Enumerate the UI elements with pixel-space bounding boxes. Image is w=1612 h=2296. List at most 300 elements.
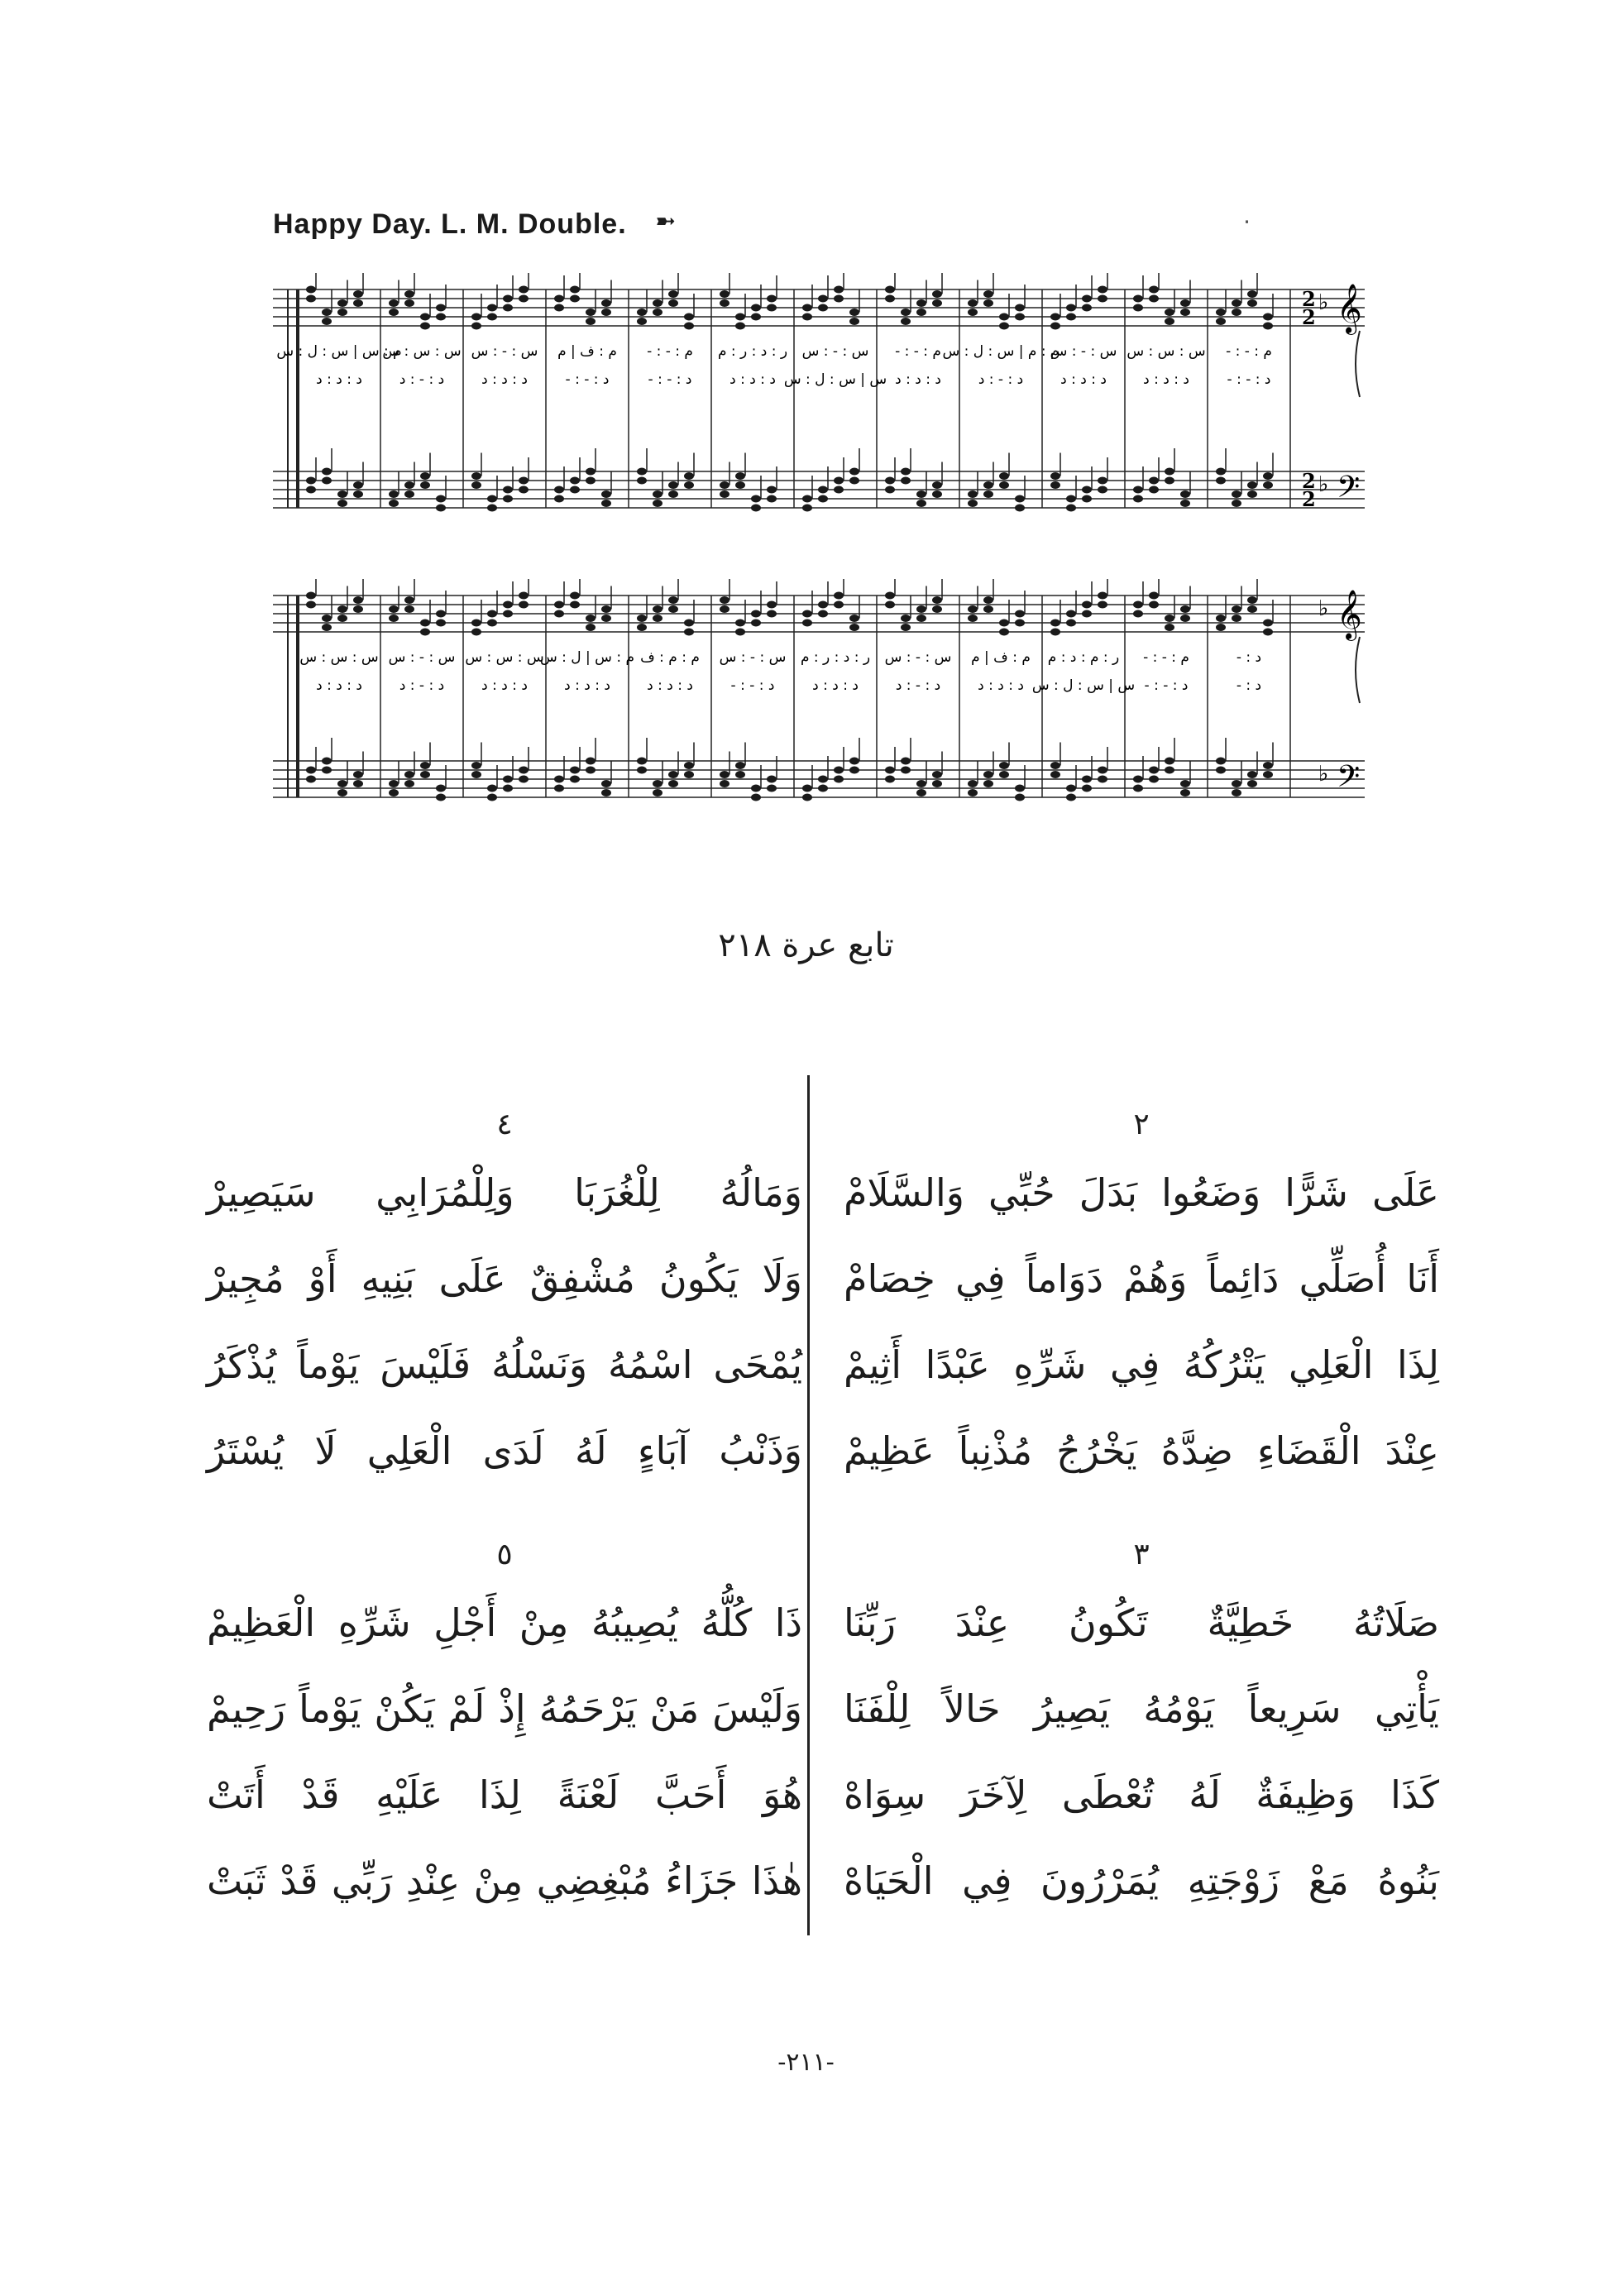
- note-head: [983, 490, 993, 498]
- note-head: [999, 472, 1009, 480]
- note-head: [1050, 771, 1060, 778]
- solfa-bottom: د : - : د: [895, 677, 941, 694]
- note-head: [1149, 486, 1159, 494]
- verse-line: صَلَاتُهُ خَطِيَّةٌ تَكُونُ عِنْدَ رَبِّنَا: [844, 1600, 1439, 1645]
- note-head: [885, 486, 895, 494]
- verse-line: كَذَا وَظِيفَةٌ لَهُ تُعْطَى لِآخَرَ سِوَاهْ: [844, 1772, 1439, 1817]
- note-head: [1066, 495, 1076, 503]
- note-head: [1066, 619, 1076, 627]
- note-head: [1050, 472, 1060, 480]
- note-head: [586, 624, 596, 631]
- note-head: [586, 468, 596, 476]
- note-head: [834, 286, 844, 294]
- verse-line: هٰذَا جَزَاءُ مُبْغِضِي مِنْ عِنْدِ رَبِّي قَدْ ثَبَتْ: [207, 1858, 802, 1903]
- note-head: [968, 615, 978, 622]
- note-head: [1232, 490, 1241, 498]
- note-head: [849, 615, 859, 622]
- note-head: [389, 780, 399, 787]
- note-head: [554, 486, 564, 494]
- note-head: [503, 610, 513, 618]
- note-head: [1133, 304, 1143, 312]
- note-head: [1149, 601, 1159, 609]
- note-head: [389, 605, 399, 613]
- note-head: [751, 495, 761, 503]
- note-head: [968, 299, 978, 307]
- note-head: [901, 767, 911, 774]
- note-head: [322, 758, 332, 765]
- note-head: [1082, 495, 1092, 503]
- note-head: [519, 601, 529, 609]
- note-head: [1180, 789, 1190, 796]
- note-head: [519, 767, 529, 774]
- stanza-gap: [190, 1494, 819, 1530]
- note-head: [999, 481, 1009, 489]
- note-head: [601, 780, 611, 787]
- note-head: [818, 601, 828, 609]
- note-head: [720, 780, 729, 787]
- note-head: [751, 313, 761, 321]
- note-head: [404, 290, 414, 298]
- note-head: [554, 295, 564, 303]
- solfa-bottom: د : - : د: [399, 677, 445, 694]
- note-head: [983, 780, 993, 787]
- note-head: [601, 309, 611, 316]
- verse-line: يُمْحَى اسْمُهُ وَنَسْلُهُ فَلَيْسَ يَوْماً يُذْكَرُ: [207, 1342, 802, 1387]
- note-head: [720, 596, 729, 604]
- note-head: [322, 318, 332, 325]
- note-head: [503, 486, 513, 494]
- solfa-bottom: د : - : -: [565, 371, 610, 388]
- note-head: [404, 771, 414, 778]
- note-head: [1247, 299, 1257, 307]
- note-head: [818, 304, 828, 312]
- note-head: [849, 767, 859, 774]
- note-head: [849, 318, 859, 325]
- note-head: [1098, 486, 1107, 494]
- note-head: [834, 295, 844, 303]
- note-head: [818, 785, 828, 792]
- solfa-bottom: س | س : ل : س: [1031, 677, 1136, 694]
- note-head: [436, 794, 446, 801]
- note-head: [404, 299, 414, 307]
- note-head: [471, 323, 481, 330]
- verses-right-column: [827, 1100, 1456, 1924]
- note-head: [322, 309, 332, 316]
- note-head: [885, 286, 895, 294]
- note-head: [322, 767, 332, 774]
- note-head: [1015, 505, 1025, 512]
- note-head: [968, 780, 978, 787]
- note-head: [668, 780, 678, 787]
- note-head: [901, 615, 911, 622]
- note-head: [684, 629, 694, 636]
- note-head: [306, 295, 316, 303]
- note-head: [1082, 304, 1092, 312]
- note-head: [1263, 481, 1273, 489]
- note-head: [436, 304, 446, 312]
- note-head: [668, 481, 678, 489]
- note-head: [668, 490, 678, 498]
- verse-line: وَلَا يَكُونُ مُشْفِقٌ عَلَى بَنِيهِ أَوْ مُجِيرْ: [207, 1256, 802, 1301]
- note-head: [353, 596, 363, 604]
- note-head: [653, 299, 662, 307]
- note-head: [353, 771, 363, 778]
- note-head: [637, 615, 647, 622]
- note-head: [916, 605, 926, 613]
- corner-mark: ٠: [1241, 207, 1254, 234]
- solfa-top: م : - : -: [647, 343, 693, 360]
- note-head: [389, 789, 399, 796]
- note-head: [1050, 313, 1060, 321]
- note-head: [471, 313, 481, 321]
- note-head: [1066, 304, 1076, 312]
- note-head: [1232, 500, 1241, 507]
- note-head: [337, 780, 347, 787]
- note-head: [802, 785, 812, 792]
- note-head: [337, 615, 347, 622]
- note-head: [1066, 505, 1076, 512]
- note-head: [389, 500, 399, 507]
- note-head: [554, 776, 564, 783]
- note-head: [1098, 295, 1107, 303]
- verse-line: عَلَى شَرًّا وَضَعُوا بَدَلَ حُبِّي وَالسَّلَامْ: [844, 1170, 1439, 1215]
- note-head: [767, 601, 777, 609]
- note-head: [901, 477, 911, 485]
- note-head: [404, 780, 414, 787]
- note-head: [1216, 318, 1226, 325]
- note-head: [999, 762, 1009, 769]
- note-head: [519, 776, 529, 783]
- note-head: [306, 486, 316, 494]
- solfa-top: م : س | ل : س: [540, 649, 634, 666]
- note-head: [1247, 605, 1257, 613]
- note-head: [1165, 615, 1174, 622]
- note-head: [684, 323, 694, 330]
- note-head: [885, 601, 895, 609]
- note-head: [1050, 629, 1060, 636]
- note-head: [720, 490, 729, 498]
- solfa-top: س : س : س: [465, 649, 544, 666]
- note-head: [1066, 313, 1076, 321]
- brace-icon: [1356, 331, 1360, 397]
- note-head: [570, 767, 580, 774]
- note-head: [1165, 318, 1174, 325]
- solfa-top: م : ف | م: [557, 343, 617, 360]
- note-head: [637, 468, 647, 476]
- music-staff-system-1: [265, 273, 1373, 562]
- note-head: [653, 780, 662, 787]
- solfa-top: ر : د : ر : م: [717, 343, 788, 360]
- solfa-top: م : ف | م: [971, 649, 1031, 666]
- verse-line: وَمَالُهُ لِلْغُرَبَا وَلِلْمُرَابِي سَيَصِيرْ: [207, 1170, 802, 1215]
- note-head: [684, 771, 694, 778]
- note-head: [1050, 762, 1060, 769]
- note-head: [983, 771, 993, 778]
- note-head: [1232, 605, 1241, 613]
- music-staff-system-2: [265, 579, 1373, 852]
- note-head: [637, 309, 647, 316]
- note-head: [735, 771, 745, 778]
- note-head: [1165, 468, 1174, 476]
- note-head: [471, 771, 481, 778]
- note-head: [353, 490, 363, 498]
- note-head: [1165, 477, 1174, 485]
- note-head: [684, 313, 694, 321]
- solfa-top: م : - : -: [895, 343, 941, 360]
- note-head: [637, 318, 647, 325]
- note-head: [1247, 596, 1257, 604]
- note-head: [601, 299, 611, 307]
- note-head: [586, 758, 596, 765]
- note-head: [1098, 286, 1107, 294]
- note-head: [554, 601, 564, 609]
- note-head: [668, 771, 678, 778]
- note-head: [834, 776, 844, 783]
- note-head: [471, 481, 481, 489]
- note-head: [1263, 771, 1273, 778]
- solfa-bottom: د : - : -: [730, 677, 775, 694]
- note-head: [353, 299, 363, 307]
- note-head: [751, 304, 761, 312]
- note-head: [849, 309, 859, 316]
- verse-line: يَأْتِي سَرِيعاً يَوْمُهُ يَصِيرُ حَالاً لِلْفَنَا: [844, 1686, 1439, 1731]
- note-head: [1247, 780, 1257, 787]
- note-head: [932, 780, 942, 787]
- note-head: [404, 481, 414, 489]
- solfa-bottom: د : د : د: [564, 677, 610, 694]
- note-head: [404, 605, 414, 613]
- note-head: [637, 758, 647, 765]
- note-head: [570, 286, 580, 294]
- note-head: [1098, 776, 1107, 783]
- solfa-top: س : س : س: [382, 343, 462, 360]
- note-head: [1050, 619, 1060, 627]
- note-head: [1180, 780, 1190, 787]
- continued-heading: تابع عرة ٢١٨: [718, 926, 894, 964]
- note-head: [1263, 762, 1273, 769]
- note-head: [306, 767, 316, 774]
- note-head: [1015, 785, 1025, 792]
- note-head: [767, 486, 777, 494]
- solfa-bottom: د : - : د: [978, 371, 1024, 388]
- note-head: [601, 605, 611, 613]
- note-head: [751, 785, 761, 792]
- note-head: [818, 495, 828, 503]
- note-head: [1082, 610, 1092, 618]
- solfa-bottom: د : - : -: [1144, 677, 1189, 694]
- note-head: [420, 619, 430, 627]
- bass-clef-icon: 𝄢: [1337, 470, 1361, 512]
- note-head: [601, 490, 611, 498]
- solfa-bottom: د : د : د: [978, 677, 1024, 694]
- note-head: [849, 624, 859, 631]
- note-head: [487, 785, 497, 792]
- note-head: [668, 290, 678, 298]
- note-head: [353, 290, 363, 298]
- note-head: [901, 758, 911, 765]
- note-head: [436, 785, 446, 792]
- note-head: [1133, 601, 1143, 609]
- note-head: [653, 789, 662, 796]
- note-head: [601, 500, 611, 507]
- note-head: [802, 313, 812, 321]
- note-head: [1133, 495, 1143, 503]
- note-head: [818, 776, 828, 783]
- note-head: [487, 304, 497, 312]
- note-head: [1180, 490, 1190, 498]
- note-head: [834, 601, 844, 609]
- note-head: [849, 477, 859, 485]
- verse-line: هُوَ أَحَبَّ لَعْنَةً لِذَا عَلَيْهِ قَدْ أَتَتْ: [207, 1772, 802, 1817]
- note-head: [767, 776, 777, 783]
- note-head: [570, 295, 580, 303]
- note-head: [834, 486, 844, 494]
- note-head: [684, 481, 694, 489]
- note-head: [554, 495, 564, 503]
- note-head: [1066, 785, 1076, 792]
- treble-clef-icon: 𝄞: [1337, 590, 1362, 639]
- note-head: [735, 323, 745, 330]
- note-head: [637, 477, 647, 485]
- stanza-gap: [827, 1494, 1456, 1530]
- note-head: [735, 619, 745, 627]
- note-head: [968, 500, 978, 507]
- note-head: [1216, 477, 1226, 485]
- note-head: [1149, 477, 1159, 485]
- solfa-top: ر : د : ر : م: [800, 649, 871, 666]
- note-head: [720, 605, 729, 613]
- stanza-number: ٢: [1133, 1107, 1150, 1141]
- note-head: [404, 596, 414, 604]
- note-head: [1216, 309, 1226, 316]
- note-head: [337, 309, 347, 316]
- note-head: [503, 304, 513, 312]
- solfa-top: س : - : س: [884, 649, 952, 666]
- note-head: [1216, 758, 1226, 765]
- note-head: [1247, 490, 1257, 498]
- note-head: [1015, 794, 1025, 801]
- note-head: [916, 490, 926, 498]
- note-head: [1098, 477, 1107, 485]
- note-head: [519, 286, 529, 294]
- note-head: [735, 313, 745, 321]
- note-head: [983, 596, 993, 604]
- solfa-top: ر : م : د : م: [1047, 649, 1120, 666]
- stanza-number: ٤: [496, 1107, 513, 1141]
- note-head: [337, 789, 347, 796]
- note-head: [916, 299, 926, 307]
- note-head: [1133, 785, 1143, 792]
- note-head: [1133, 610, 1143, 618]
- note-head: [735, 629, 745, 636]
- note-head: [653, 615, 662, 622]
- solfa-top: س : س : س: [1126, 343, 1206, 360]
- note-head: [1133, 776, 1143, 783]
- solfa-top: م : م | س : ل : س: [942, 343, 1060, 360]
- note-head: [834, 592, 844, 600]
- note-head: [471, 472, 481, 480]
- note-head: [586, 615, 596, 622]
- flat-sign-icon: ♭: [1318, 596, 1329, 621]
- note-head: [901, 318, 911, 325]
- solfa-bottom: د : د : د: [1060, 371, 1107, 388]
- note-head: [586, 477, 596, 485]
- note-head: [818, 295, 828, 303]
- solfa-bottom: س | س : ل : س: [783, 371, 887, 388]
- solfa-top: م : - : -: [1226, 343, 1272, 360]
- note-head: [1133, 486, 1143, 494]
- note-head: [436, 610, 446, 618]
- note-head: [420, 323, 430, 330]
- note-head: [932, 605, 942, 613]
- note-head: [983, 299, 993, 307]
- verse-line: وَلَيْسَ مَنْ يَرْحَمُهُ إِذْ لَمْ يَكُنْ يَوْماً رَحِيمْ: [207, 1686, 802, 1731]
- note-head: [519, 486, 529, 494]
- note-head: [653, 309, 662, 316]
- note-head: [637, 767, 647, 774]
- note-head: [389, 615, 399, 622]
- solfa-top: س : - : س: [801, 343, 869, 360]
- note-head: [1082, 601, 1092, 609]
- note-head: [668, 605, 678, 613]
- note-head: [420, 472, 430, 480]
- note-head: [916, 500, 926, 507]
- note-head: [389, 309, 399, 316]
- note-head: [849, 758, 859, 765]
- note-head: [586, 309, 596, 316]
- note-head: [519, 477, 529, 485]
- note-head: [932, 596, 942, 604]
- note-head: [586, 318, 596, 325]
- note-head: [306, 601, 316, 609]
- note-head: [503, 295, 513, 303]
- solfa-bottom: د : - : -: [648, 371, 692, 388]
- note-head: [554, 304, 564, 312]
- note-head: [1066, 794, 1076, 801]
- solfa-bottom: د : د : د: [895, 371, 941, 388]
- note-head: [1082, 785, 1092, 792]
- note-head: [1180, 615, 1190, 622]
- note-head: [932, 771, 942, 778]
- note-head: [999, 771, 1009, 778]
- note-head: [653, 605, 662, 613]
- note-head: [306, 477, 316, 485]
- solfa-bottom: د : د : د: [316, 677, 362, 694]
- note-head: [436, 619, 446, 627]
- solfa-top: س : - : س: [719, 649, 787, 666]
- note-head: [487, 313, 497, 321]
- solfa-bottom: د : -: [1236, 677, 1262, 694]
- note-head: [916, 789, 926, 796]
- note-head: [983, 605, 993, 613]
- time-signature: 2: [1302, 287, 1316, 311]
- solfa-bottom: د : - : -: [1227, 371, 1271, 388]
- note-head: [322, 468, 332, 476]
- note-head: [1180, 605, 1190, 613]
- note-head: [353, 780, 363, 787]
- note-head: [999, 619, 1009, 627]
- note-head: [932, 299, 942, 307]
- note-head: [1216, 615, 1226, 622]
- note-head: [968, 309, 978, 316]
- note-head: [420, 481, 430, 489]
- note-head: [751, 619, 761, 627]
- note-head: [1066, 610, 1076, 618]
- note-head: [1149, 295, 1159, 303]
- note-head: [420, 313, 430, 321]
- note-head: [653, 500, 662, 507]
- verse-line: وَذَنْبُ آبَاءٍ لَهُ لَدَى الْعَلِي لَا يُسْتَرُ: [207, 1428, 802, 1473]
